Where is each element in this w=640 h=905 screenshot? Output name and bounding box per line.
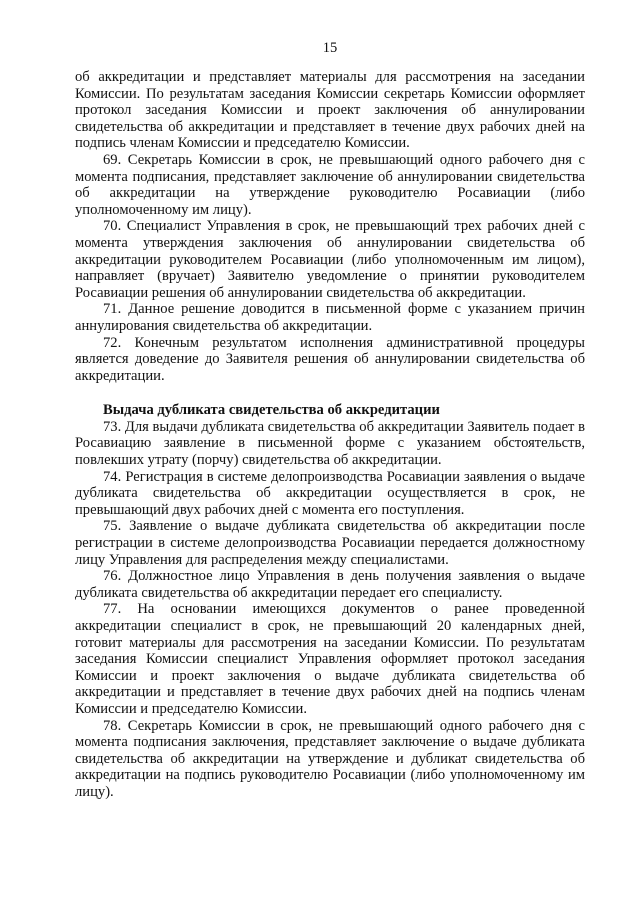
paragraph-74: 74. Регистрация в системе делопроизводства Росавиации заявления о выдаче дубликата свидетельства об аккредитации осуществляется в срок, не превышающий двух рабочих дней с момента его поступления. (75, 468, 585, 518)
paragraph-77: 77. На основании имеющихся документов о ранее проведенной аккредитации специалист в срок, не превышающий 20 календарных дней, готовит материалы для рассмотрения на заседании Комиссии. По результатам заседания Комиссии специалист Управления оформляет протокол заседания Комиссии и проект заключения о выдаче дубликата свидетельства об аккредитации и представляет в течение двух рабочих дней на подпись членам Комиссии и председателю Комиссии. (75, 601, 585, 717)
section-heading: Выдача дубликата свидетельства об аккредитации (103, 402, 440, 419)
paragraph-73: 73. Для выдачи дубликата свидетельства об аккредитации Заявитель подает в Росавиацию заявление в письменной форме с указанием обстоятельств, повлекших утрату (порчу) свидетельства об аккредитации. (75, 418, 585, 469)
page-number: 15 (322, 40, 338, 56)
paragraph-70: 70. Специалист Управления в срок, не превышающий трех рабочих дней с момента утверждения заключения об аннулировании свидетельства об аккредитации руководителем Росавиации (либо уполномоченным им лицом), направляет (вручает) Заявителю уведомление о принятии руководителем Росавиации решения об аннулировании свидетельства об аккредитации. (75, 218, 585, 301)
document-body (75, 69, 585, 801)
paragraph-71: 71. Данное решение доводится в письменной форме с указанием причин аннулирования свидетельства об аккредитации. (75, 301, 585, 334)
paragraph-75: 75. Заявление о выдаче дубликата свидетельства об аккредитации после регистрации в системе делопроизводства Росавиации передается должностному лицу Управления для распределения между специалистами. (75, 518, 585, 568)
paragraph-76: 76. Должностное лицо Управления в день получения заявления о выдаче дубликата свидетельства об аккредитации передает его специалисту. (75, 568, 585, 601)
paragraph-72: 72. Конечным результатом исполнения административной процедуры является доведение до Заявителя решения об аннулировании свидетельства об аккредитации. (75, 334, 585, 384)
paragraph-78: 78. Секретарь Комиссии в срок, не превышающий одного рабочего дня с момента подписания заключения, представляет заключение о выдаче дубликата свидетельства об аккредитации на утверждение и дубликат свидетельства об аккредитации на подпись руководителю Росавиации (либо уполномоченному им лицу). (75, 717, 585, 800)
paragraph-69: 69. Секретарь Комиссии в срок, не превышающий одного рабочего дня с момента подписания, представляет заключение об аннулировании свидетельства об аккредитации на утверждение руководителю Росавиации (либо уполномоченному им лицу). (75, 151, 585, 218)
paragraph-continuation: об аккредитации и представляет материалы для рассмотрения на заседании Комиссии. По результатам заседания Комиссии секретарь Комиссии оформляет протокол заседания Комиссии и проект заключения об аннулировании свидетельства об аккредитации и представляет в течение двух рабочих дней на подпись членам Комиссии и председателю Комиссии. (75, 69, 585, 152)
